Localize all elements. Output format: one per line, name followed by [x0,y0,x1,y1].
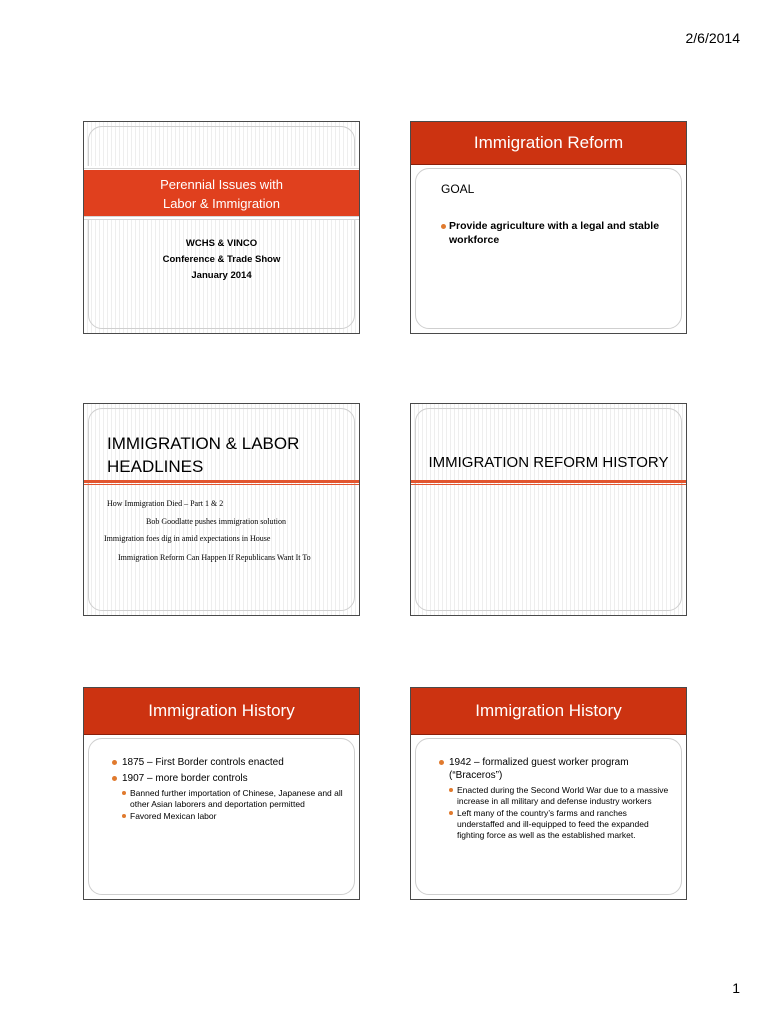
bullet-icon [441,224,446,229]
subtitle-line-3: January 2014 [191,270,252,281]
sub-list-item-text: Favored Mexican labor [130,811,217,821]
list-item-text: 1907 – more border controls [122,773,248,784]
sub-list-item-text: Banned further importation of Chinese, Japanese and all other Asian laborers and deportation permitted [130,788,343,809]
bullet-icon [112,776,117,781]
bullet-icon [449,811,453,815]
headline-2: Bob Goodlatte pushes immigration solution [146,517,286,526]
slide-3-headlines [83,403,360,616]
slide-2-immigration-reform [410,121,687,334]
sub-list-item [439,785,674,807]
slide-title-line-1: IMMIGRATION & LABOR [107,434,300,453]
slide-frame [88,126,355,329]
sub-list-item [112,811,347,822]
subtitle-line-1: WCHS & VINCO [185,238,258,249]
slide-title [107,432,299,478]
headline-4: Immigration Reform Can Happen If Republicans Want It To [118,553,311,562]
bullet-icon [122,791,126,795]
title-rule [84,480,359,483]
bullet-icon [122,814,126,818]
page-number: 1 [732,980,740,996]
bullet-list [112,756,347,823]
slide-title: Immigration History [84,688,359,735]
slide-1-title [83,121,360,334]
goal-bullet [449,219,674,247]
list-item-text: 1942 – formalized guest worker program (“Braceros”) [449,757,629,781]
sub-list-item-text: Enacted during the Second World War due to a massive increase in all military and defense industry workers [457,785,669,806]
sub-list-item-text: Left many of the country’s farms and ranches understaffed and ill-equipped to feed the expanded fighting force as well as the established market. [457,808,649,840]
bullet-list [439,756,674,842]
list-item [112,756,347,769]
slide-title: Immigration History [411,688,686,735]
title-line-2: Labor & Immigration [162,196,281,211]
slide-4-reform-history [410,403,687,616]
subtitle-line-2: Conference & Trade Show [162,254,281,265]
slide-frame [415,408,682,611]
slide-title: Immigration Reform [411,122,686,165]
title-rule-thin [411,484,686,485]
sub-list-item [439,808,674,841]
list-item [112,772,347,785]
list-item [439,756,674,782]
page-date: 2/6/2014 [685,30,740,46]
slide-5-immigration-history [83,687,360,900]
bullet-icon [112,760,117,765]
title-box [84,170,359,216]
slide-title: IMMIGRATION REFORM HISTORY [428,454,669,471]
title-rule [411,480,686,483]
bullet-icon [439,760,444,765]
goal-heading: GOAL [441,182,475,196]
sub-list-item [112,788,347,810]
slide-title-line-2: HEADLINES [107,457,204,476]
goal-bullet-text: Provide agriculture with a legal and stable workforce [449,220,660,246]
slide-6-immigration-history [410,687,687,900]
title-rule-thin [84,484,359,485]
headline-1: How Immigration Died – Part 1 & 2 [107,499,224,508]
headline-3: Immigration foes dig in amid expectations in House [104,534,271,543]
bullet-icon [449,788,453,792]
title-line-1: Perennial Issues with [160,177,283,192]
subtitle [84,236,359,284]
list-item-text: 1875 – First Border controls enacted [122,757,284,768]
